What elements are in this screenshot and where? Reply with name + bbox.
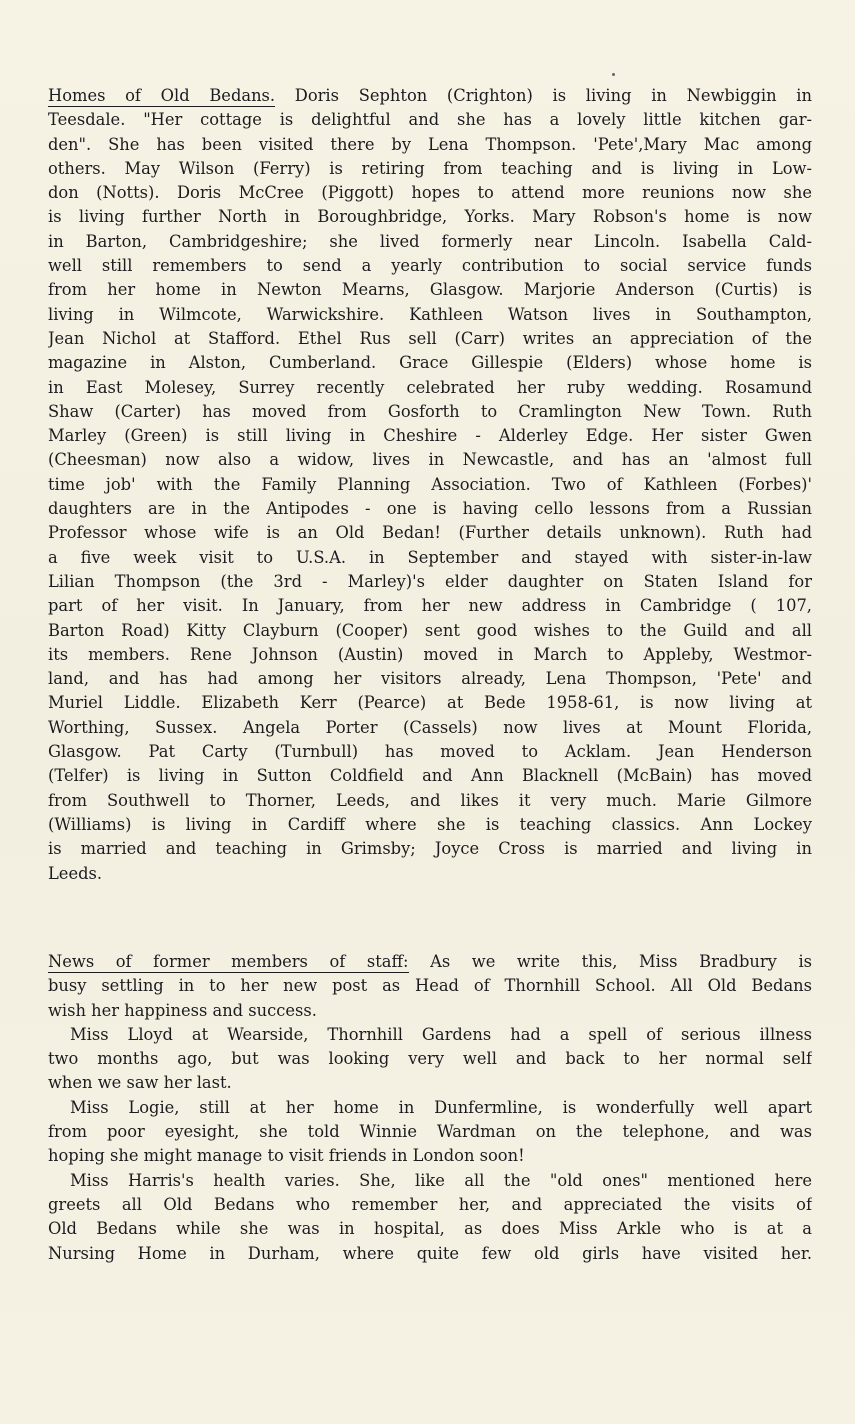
homes-line: Professor whose wife is an Old Bedan! (Further details unknown). Ruth had [48,523,812,543]
homes-line: Jean Nichol at Stafford. Ethel Rus sell (Carr) writes an appreciation of the [48,328,812,348]
homes-line: land, and has had among her visitors already, Lena Thompson, 'Pete' and [48,669,812,689]
homes-line: in Barton, Cambridgeshire; she lived formerly near Lincoln. Isabella Cald- [48,231,812,251]
homes-line: Worthing, Sussex. Angela Porter (Cassels) now lives at Mount Florida, [48,717,812,737]
staff-line-last: wish her happiness and success. [48,1000,317,1020]
print-speck [612,73,615,76]
staff-line-1: News of former members of staff: As we write this, Miss Bradbury is [48,952,812,971]
staff-para-start: Miss Lloyd at Wearside, Thornhill Gardens had a spell of serious illness [70,1024,812,1044]
homes-line: Muriel Liddle. Elizabeth Kerr (Pearce) at Bede 1958-61, is now living at [48,693,812,713]
homes-of-old-bedans-section [48,84,812,886]
homes-line: well still remembers to send a yearly contribution to social service funds [48,256,812,276]
staff-line: busy settling in to her new post as Head of Thornhill School. All Old Bedans [48,976,812,996]
homes-line: is married and teaching in Grimsby; Joyce Cross is married and living in [48,839,812,859]
homes-line: Shaw (Carter) has moved from Gosforth to Cramlington New Town. Ruth [48,401,812,421]
homes-line: from Southwell to Thorner, Leeds, and likes it very much. Marie Gilmore [48,790,812,810]
homes-line: Barton Road) Kitty Clayburn (Cooper) sent good wishes to the Guild and all [48,620,812,640]
homes-line: time job' with the Family Planning Association. Two of Kathleen (Forbes)' [48,474,812,494]
homes-line: (Cheesman) now also a widow, lives in Newcastle, and has an 'almost full [48,450,812,470]
homes-line: living in Wilmcote, Warwickshire. Kathleen Watson lives in Southampton, [48,304,812,324]
homes-line: in East Molesey, Surrey recently celebrated her ruby wedding. Rosamund [48,377,812,397]
staff-line: two months ago, but was looking very well and back to her normal self [48,1049,812,1069]
homes-heading: Homes of Old Bedans. [48,86,276,105]
homes-line: den". She has been visited there by Lena Thompson. 'Pete',Mary Mac among [48,134,812,154]
homes-line: Teesdale. "Her cottage is delightful and she has a lovely little kitchen gar- [48,110,812,130]
homes-line: (Williams) is living in Cardiff where she is teaching classics. Ann Lockey [48,814,812,834]
staff-line: from poor eyesight, she told Winnie Wardman on the telephone, and was [48,1122,812,1142]
staff-para-start: Miss Harris's health varies. She, like all the "old ones" mentioned here [70,1170,812,1190]
homes-line: Lilian Thompson (the 3rd - Marley)'s elder daughter on Staten Island for [48,571,812,591]
homes-line: its members. Rene Johnson (Austin) moved in March to Appleby, Westmor- [48,644,812,664]
homes-line: others. May Wilson (Ferry) is retiring from teaching and is living in Low- [48,158,812,178]
homes-line: Glasgow. Pat Carty (Turnbull) has moved to Acklam. Jean Henderson [48,742,812,762]
homes-line: from her home in Newton Mearns, Glasgow. Marjorie Anderson (Curtis) is [48,280,812,300]
homes-line: a five week visit to U.S.A. in September and stayed with sister-in-law [48,547,812,567]
homes-line: daughters are in the Antipodes - one is having cello lessons from a Russian [48,499,812,519]
homes-line: Marley (Green) is still living in Cheshire - Alderley Edge. Her sister Gwen [48,426,812,446]
staff-heading: News of former members of staff: [48,952,409,971]
staff-line-last: hoping she might manage to visit friends in London soon! [48,1146,525,1166]
staff-para-start: Miss Logie, still at her home in Dunfermline, is wonderfully well apart [70,1097,812,1117]
staff-line: Old Bedans while she was in hospital, as does Miss Arkle who is at a [48,1219,812,1239]
homes-line-1: Homes of Old Bedans. Doris Sephton (Crighton) is living in Newbiggin in [48,86,812,105]
homes-line-last: Leeds. [48,863,103,883]
staff-line-last: when we saw her last. [48,1073,232,1093]
staff-line: greets all Old Bedans who remember her, and appreciated the visits of [48,1194,812,1214]
homes-line: magazine in Alston, Cumberland. Grace Gillespie (Elders) whose home is [48,353,812,373]
homes-line: is living further North in Boroughbridge, Yorks. Mary Robson's home is now [48,207,812,227]
homes-line: part of her visit. In January, from her new address in Cambridge ( 107, [48,596,812,616]
former-staff-section [48,950,812,1266]
homes-line: (Telfer) is living in Sutton Coldfield and Ann Blacknell (McBain) has moved [48,766,812,786]
staff-line: Nursing Home in Durham, where quite few old girls have visited her. [48,1243,812,1263]
homes-line: don (Notts). Doris McCree (Piggott) hopes to attend more reunions now she [48,183,812,203]
